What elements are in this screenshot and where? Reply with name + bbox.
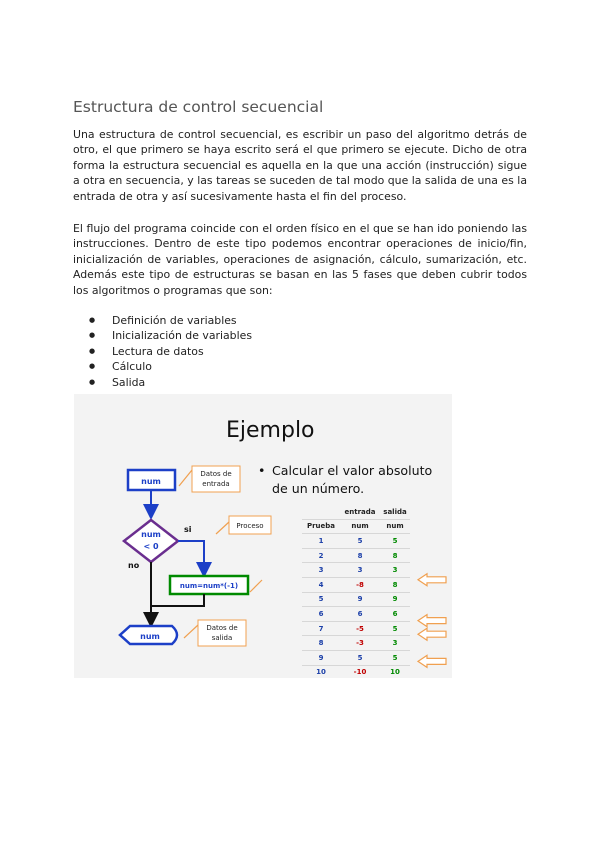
table-cell-entrada: -3 (340, 636, 380, 651)
paragraph-flow: El flujo del programa coincide con el orden físico en el que se han ido poniendo las instrucciones. Dentro de este tipo podemos encontrar operaciones de inicio/fin, inicialización de variables, operaciones de asignación, cálculo, sumarización, etc. Además este tipo de estructuras se basan en las 5 fases que deben cubrir todos los algoritmos o programas que son: (73, 222, 527, 297)
table-cell-prueba: 10 (302, 665, 340, 678)
table-cell-entrada: -5 (340, 621, 380, 636)
phases-list (73, 313, 252, 390)
list-item: ● Lectura de datos (73, 344, 252, 359)
output-node-label: num (140, 632, 160, 641)
row-arrow-icon (418, 655, 446, 667)
list-item: ● Definición de variables (73, 313, 252, 328)
highlight-arrows (74, 394, 452, 678)
table-header: salida (380, 505, 410, 519)
table-cell-entrada: -8 (340, 577, 380, 592)
example-slide-image (74, 394, 452, 678)
table-cell-entrada: 5 (340, 650, 380, 665)
table-cell-entrada: 6 (340, 607, 380, 622)
table-subheader: num (340, 519, 380, 534)
input-note-line1: Datos de (200, 470, 232, 478)
table-cell-prueba: 6 (302, 607, 340, 622)
table-cell-salida: 9 (380, 592, 410, 607)
row-arrow-icon (418, 615, 446, 627)
slide-bullet: • Calcular el valor absoluto de un número. (272, 462, 450, 498)
table-cell-prueba: 1 (302, 534, 340, 549)
table-cell-prueba: 4 (302, 577, 340, 592)
page-title: Estructura de control secuencial (73, 98, 324, 117)
slide-title: Ejemplo (226, 418, 315, 443)
table-cell-salida: 5 (380, 534, 410, 549)
table-cell-entrada: 8 (340, 548, 380, 563)
table-cell-entrada: -10 (340, 665, 380, 678)
table-cell-salida: 5 (380, 621, 410, 636)
table-cell-prueba: 7 (302, 621, 340, 636)
table-cell-entrada: 3 (340, 563, 380, 578)
table-subheader: num (380, 519, 410, 534)
table-cell-salida: 3 (380, 636, 410, 651)
assign-label: num=num*(-1) (179, 582, 239, 590)
row-arrow-icon (418, 628, 446, 640)
table-cell-salida: 5 (380, 650, 410, 665)
table-cell-prueba: 3 (302, 563, 340, 578)
table-cell-entrada: 9 (340, 592, 380, 607)
input-node-label: num (141, 477, 161, 486)
list-item: ● Salida (73, 375, 252, 390)
input-note-line2: entrada (202, 480, 230, 488)
table-cell-salida: 8 (380, 577, 410, 592)
row-arrow-icon (418, 574, 446, 586)
no-label: no (128, 561, 140, 570)
decision-line2: < 0 (143, 542, 159, 551)
table-cell-entrada: 5 (340, 534, 380, 549)
table-cell-prueba: 2 (302, 548, 340, 563)
process-note-label: Proceso (236, 522, 264, 530)
table-cell-prueba: 8 (302, 636, 340, 651)
paragraph-intro: Una estructura de control secuencial, es escribir un paso del algoritmo detrás de otro, el que primero se haya escrito será el que primero se ejecute. Dicho de otra forma la estructura secuencial es aquella en la que una acción (instrucción) sigue a otra en secuencia, y las tareas se suceden de tal modo que la salida de una es la entrada de otra y así sucesivamente hasta el fin del proceso. (73, 128, 527, 203)
yes-label: si (184, 525, 192, 534)
output-note-line2: salida (211, 634, 233, 642)
table-cell-salida: 6 (380, 607, 410, 622)
table-cell-prueba: 9 (302, 650, 340, 665)
table-cell-salida: 10 (380, 665, 410, 678)
output-note-line1: Datos de (206, 624, 238, 632)
table-header: Prueba (302, 519, 340, 534)
table-cell-salida: 8 (380, 548, 410, 563)
table-header: entrada (340, 505, 380, 519)
table-cell-salida: 3 (380, 563, 410, 578)
list-item: ● Inicialización de variables (73, 328, 252, 343)
table-cell-prueba: 5 (302, 592, 340, 607)
decision-line1: num (141, 530, 161, 539)
list-item: ● Cálculo (73, 359, 252, 374)
